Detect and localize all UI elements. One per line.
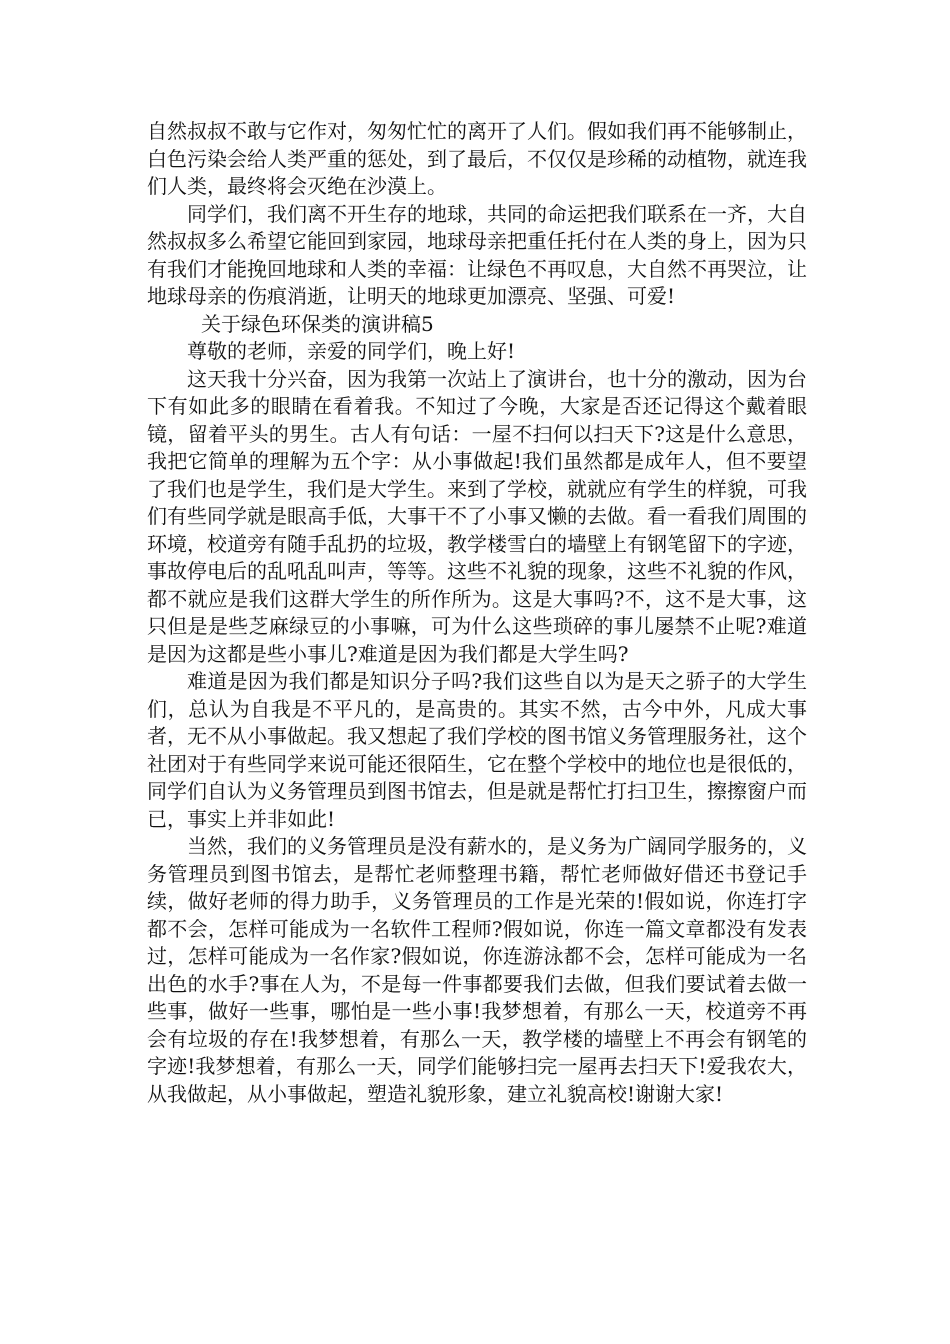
section-heading: 关于绿色环保类的演讲稿5 bbox=[201, 311, 434, 336]
paragraph-continuation: 自然叔叔不敢与它作对，匆匆忙忙的离开了人们。假如我们再不能够制止，白色污染会给人类严重的惩处，到了最后，不仅仅是珍稀的动植物，就连我们人类，最终将会灭绝在沙漠上。 bbox=[147, 119, 807, 198]
paragraph-closing-appeal: 同学们，我们离不开生存的地球，共同的命运把我们联系在一齐，大自然叔叔多么希望它能回到家园，地球母亲把重任托付在人类的身上，因为只有我们才能挽回地球和人类的幸福：让绿色不再叹息，大自然不再哭泣，让地球母亲的伤痕消逝，让明天的地球更加漂亮、坚强、可爱! bbox=[147, 201, 807, 308]
document-page bbox=[147, 118, 807, 1108]
paragraph-body-3: 当然，我们的义务管理员是没有薪水的，是义务为广阔同学服务的，义务管理员到图书馆去，是帮忙老师整理书籍，帮忙老师做好借还书登记手续，做好老师的得力助手，义务管理员的工作是光荣的!假如说，你连打字都不会，怎样可能成为一名软件工程师?假如说，你连一篇文章都没有发表过，怎样可能成为一名作家?假如说，你连游泳都不会，怎样可能成为一名出色的水手?事在人为，不是每一件事都要我们去做，但我们要试着去做一些事，做好一些事，哪怕是一些小事!我梦想着，有那么一天，校道旁不再会有垃圾的存在!我梦想着，有那么一天，教学楼的墙壁上不再会有钢笔的字迹!我梦想着，有那么一天，同学们能够扫完一屋再去扫天下!爱我农大，从我做起，从小事做起，塑造礼貌形象，建立礼貌高校!谢谢大家! bbox=[147, 834, 807, 1106]
paragraph-greeting: 尊敬的老师，亲爱的同学们，晚上好! bbox=[187, 339, 516, 363]
paragraph-body-2: 难道是因为我们都是知识分子吗?我们这些自以为是天之骄子的大学生们，总认为自我是不平凡的，是高贵的。其实不然，古今中外，凡成大事者，无不从小事做起。我又想起了我们学校的图书馆义务管理服务社，这个社团对于有些同学来说可能还很陌生，它在整个学校中的地位也是很低的，同学们自认为义务管理员到图书馆去，但是就是帮忙打扫卫生，擦擦窗户而已，事实上并非如此! bbox=[147, 669, 807, 831]
paragraph-body-1: 这天我十分兴奋，因为我第一次站上了演讲台，也十分的激动，因为台下有如此多的眼睛在看着我。不知过了今晚，大家是否还记得这个戴着眼镜，留着平头的男生。古人有句话：一屋不扫何以扫天下?这是什么意思，我把它简单的理解为五个字：从小事做起!我们虽然都是成年人，但不要望了我们也是学生，我们是大学生。来到了学校，就就应有学生的样貌，可我们有些同学就是眼高手低，大事干不了小事又懒的去做。看一看我们周围的环境，校道旁有随手乱扔的垃圾，教学楼雪白的墙壁上有钢笔留下的字迹，事故停电后的乱吼乱叫声，等等。这些不礼貌的现象，这些不礼貌的作风，都不就应是我们这群大学生的所作所为。这是大事吗?不，这不是大事，这只但是是些芝麻绿豆的小事嘛，可为什么这些琐碎的事儿屡禁不止呢?难道是因为这都是些小事儿?难道是因为我们都是大学生吗? bbox=[147, 366, 807, 666]
